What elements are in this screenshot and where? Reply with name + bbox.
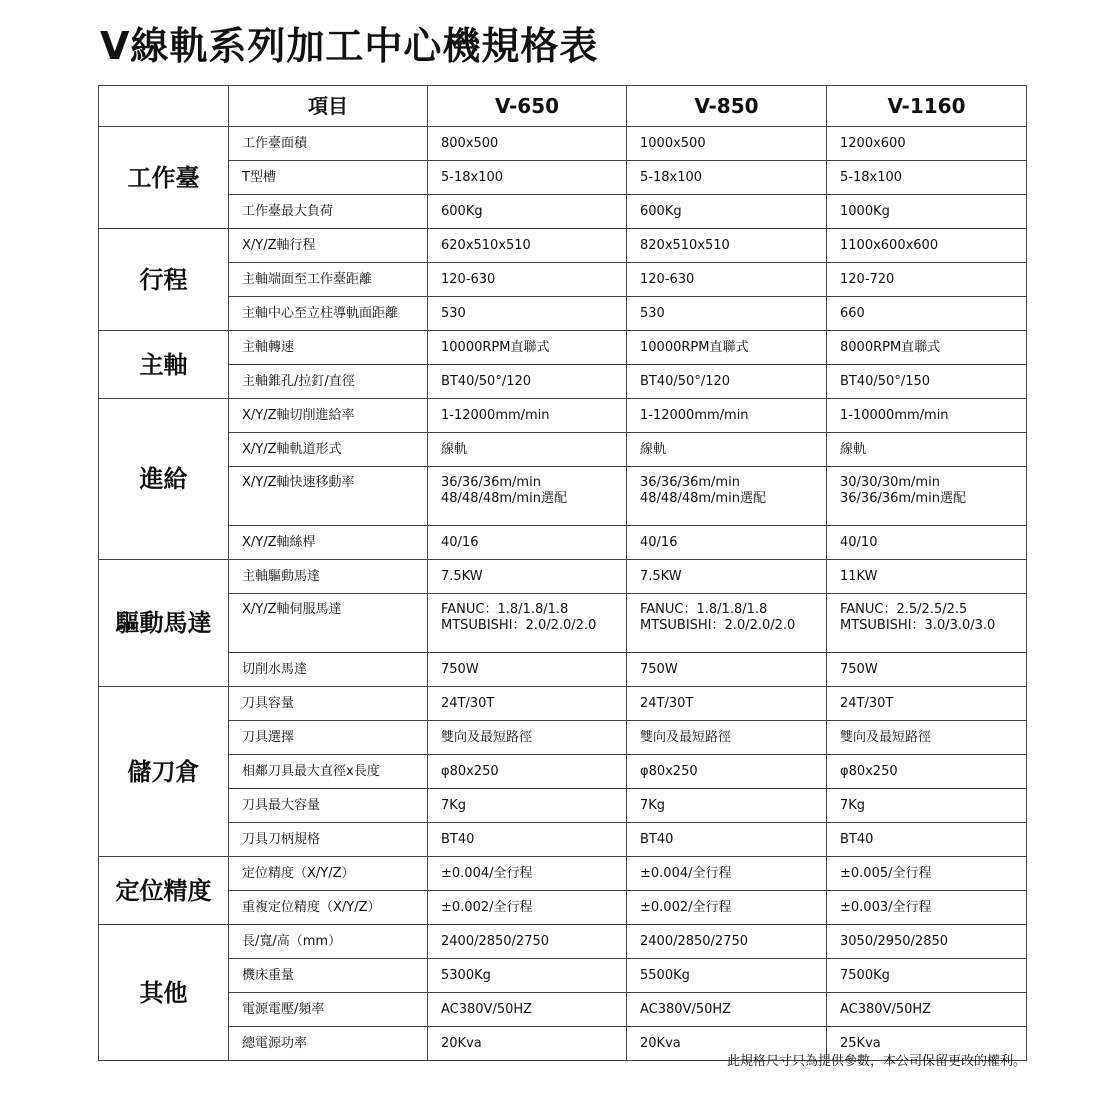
item-label-cell: X/Y/Z軸伺服馬達 bbox=[229, 594, 428, 653]
value-cell: 40/16 bbox=[627, 526, 827, 560]
value-cell: 750W bbox=[827, 653, 1027, 687]
table-row bbox=[99, 925, 1027, 959]
item-label-cell: 主軸中心至立柱導軌面距離 bbox=[229, 297, 428, 331]
value-cell: 40/16 bbox=[428, 526, 627, 560]
value-line: 36/36/36m/min bbox=[640, 475, 740, 490]
value-cell: 7Kg bbox=[428, 789, 627, 823]
value-cell: 750W bbox=[627, 653, 827, 687]
value-cell: 24T/30T bbox=[627, 687, 827, 721]
value-cell bbox=[827, 467, 1027, 526]
value-cell: BT40 bbox=[428, 823, 627, 857]
value-cell: φ80x250 bbox=[627, 755, 827, 789]
item-label-cell: 刀具容量 bbox=[229, 687, 428, 721]
value-cell: 7Kg bbox=[627, 789, 827, 823]
value-cell: 8000RPM直聯式 bbox=[827, 331, 1027, 365]
value-cell: φ80x250 bbox=[428, 755, 627, 789]
value-cell: 2400/2850/2750 bbox=[428, 925, 627, 959]
value-cell: 120-720 bbox=[827, 263, 1027, 297]
table-row bbox=[99, 993, 1027, 1027]
table-row bbox=[99, 687, 1027, 721]
table-row bbox=[99, 195, 1027, 229]
item-label-cell: T型槽 bbox=[229, 161, 428, 195]
value-line: FANUC：2.5/2.5/2.5 bbox=[840, 602, 968, 617]
item-label-cell: X/Y/Z軸軌道形式 bbox=[229, 433, 428, 467]
value-cell: 3050/2950/2850 bbox=[827, 925, 1027, 959]
table-row bbox=[99, 433, 1027, 467]
table-row bbox=[99, 721, 1027, 755]
value-cell: 20Kva bbox=[627, 1027, 827, 1061]
value-cell: BT40/50°/120 bbox=[627, 365, 827, 399]
value-line: MTSUBISHI：3.0/3.0/3.0 bbox=[840, 618, 996, 633]
table-row bbox=[99, 594, 1027, 653]
table-row bbox=[99, 331, 1027, 365]
table-row bbox=[99, 959, 1027, 993]
value-cell: 1200x600 bbox=[827, 127, 1027, 161]
value-line: 30/30/30m/min bbox=[840, 475, 940, 490]
value-cell: 620x510x510 bbox=[428, 229, 627, 263]
table-row bbox=[99, 526, 1027, 560]
value-cell: 11KW bbox=[827, 560, 1027, 594]
item-label-cell: 工作臺最大負荷 bbox=[229, 195, 428, 229]
value-cell: 750W bbox=[428, 653, 627, 687]
value-cell: 820x510x510 bbox=[627, 229, 827, 263]
category-cell: 進給 bbox=[99, 399, 229, 560]
value-cell: 1-12000mm/min bbox=[428, 399, 627, 433]
table-row bbox=[99, 789, 1027, 823]
value-cell: 10000RPM直聯式 bbox=[428, 331, 627, 365]
value-cell: 7.5KW bbox=[627, 560, 827, 594]
value-line: 48/48/48m/min選配 bbox=[640, 491, 766, 506]
value-cell: 1000x500 bbox=[627, 127, 827, 161]
table-row bbox=[99, 229, 1027, 263]
item-label-cell: 主軸錐孔/拉釘/直徑 bbox=[229, 365, 428, 399]
value-cell: 530 bbox=[428, 297, 627, 331]
value-cell bbox=[428, 467, 627, 526]
value-cell: AC380V/50HZ bbox=[827, 993, 1027, 1027]
value-cell: 7.5KW bbox=[428, 560, 627, 594]
value-line: 36/36/36m/min bbox=[441, 475, 541, 490]
value-line: FANUC：1.8/1.8/1.8 bbox=[441, 602, 569, 617]
value-line: MTSUBISHI：2.0/2.0/2.0 bbox=[640, 618, 796, 633]
value-cell: 5-18x100 bbox=[827, 161, 1027, 195]
table-row bbox=[99, 365, 1027, 399]
category-cell: 驅動馬達 bbox=[99, 560, 229, 687]
table-row bbox=[99, 755, 1027, 789]
value-cell: 24T/30T bbox=[428, 687, 627, 721]
value-cell: 1000Kg bbox=[827, 195, 1027, 229]
item-label-cell: 電源電壓/頻率 bbox=[229, 993, 428, 1027]
item-label-cell: 主軸驅動馬達 bbox=[229, 560, 428, 594]
table-row bbox=[99, 297, 1027, 331]
value-cell: 7Kg bbox=[827, 789, 1027, 823]
item-label-cell: 工作臺面積 bbox=[229, 127, 428, 161]
spec-table-body bbox=[99, 127, 1027, 1061]
table-row bbox=[99, 891, 1027, 925]
item-label-cell: 重複定位精度（X/Y/Z） bbox=[229, 891, 428, 925]
value-cell: 120-630 bbox=[428, 263, 627, 297]
value-cell: 600Kg bbox=[627, 195, 827, 229]
value-cell bbox=[428, 594, 627, 653]
value-line: MTSUBISHI：2.0/2.0/2.0 bbox=[441, 618, 597, 633]
table-row bbox=[99, 560, 1027, 594]
value-cell: 20Kva bbox=[428, 1027, 627, 1061]
value-cell bbox=[627, 594, 827, 653]
value-cell: ±0.003/全行程 bbox=[827, 891, 1027, 925]
item-label-cell: 定位精度（X/Y/Z） bbox=[229, 857, 428, 891]
table-row bbox=[99, 467, 1027, 526]
value-cell: 5-18x100 bbox=[428, 161, 627, 195]
value-cell: ±0.002/全行程 bbox=[428, 891, 627, 925]
item-label-cell: 機床重量 bbox=[229, 959, 428, 993]
item-label-cell: 相鄰刀具最大直徑x長度 bbox=[229, 755, 428, 789]
value-cell: 10000RPM直聯式 bbox=[627, 331, 827, 365]
value-cell: 800x500 bbox=[428, 127, 627, 161]
category-cell: 定位精度 bbox=[99, 857, 229, 925]
value-cell: 1-12000mm/min bbox=[627, 399, 827, 433]
table-row bbox=[99, 823, 1027, 857]
value-cell: BT40/50°/120 bbox=[428, 365, 627, 399]
value-cell: ±0.002/全行程 bbox=[627, 891, 827, 925]
page-title: V線軌系列加工中心機規格表 bbox=[100, 24, 599, 68]
value-cell: ±0.004/全行程 bbox=[627, 857, 827, 891]
header-model-v850: V-850 bbox=[627, 86, 827, 127]
table-row bbox=[99, 653, 1027, 687]
value-cell: BT40/50°/150 bbox=[827, 365, 1027, 399]
category-cell: 其他 bbox=[99, 925, 229, 1061]
value-cell: 線軌 bbox=[428, 433, 627, 467]
value-cell: 120-630 bbox=[627, 263, 827, 297]
value-cell: 雙向及最短路徑 bbox=[627, 721, 827, 755]
header-item: 項目 bbox=[229, 86, 428, 127]
value-cell: 530 bbox=[627, 297, 827, 331]
value-cell: ±0.004/全行程 bbox=[428, 857, 627, 891]
item-label-cell: X/Y/Z軸絲桿 bbox=[229, 526, 428, 560]
value-cell: BT40 bbox=[627, 823, 827, 857]
header-model-v1160: V-1160 bbox=[827, 86, 1027, 127]
item-label-cell: 刀具選擇 bbox=[229, 721, 428, 755]
footnote: 此規格尺寸只為提供參數，本公司保留更改的權利。 bbox=[726, 1054, 1026, 1069]
item-label-cell: 總電源功率 bbox=[229, 1027, 428, 1061]
item-label-cell: 切削水馬達 bbox=[229, 653, 428, 687]
value-cell: 600Kg bbox=[428, 195, 627, 229]
item-label-cell: 刀具最大容量 bbox=[229, 789, 428, 823]
category-cell: 行程 bbox=[99, 229, 229, 331]
value-cell: 雙向及最短路徑 bbox=[827, 721, 1027, 755]
item-label-cell: X/Y/Z軸快速移動率 bbox=[229, 467, 428, 526]
value-cell: 雙向及最短路徑 bbox=[428, 721, 627, 755]
value-cell: 線軌 bbox=[627, 433, 827, 467]
value-line: 48/48/48m/min選配 bbox=[441, 491, 567, 506]
item-label-cell: 刀具刀柄規格 bbox=[229, 823, 428, 857]
value-cell: 5500Kg bbox=[627, 959, 827, 993]
category-cell: 工作臺 bbox=[99, 127, 229, 229]
category-cell: 主軸 bbox=[99, 331, 229, 399]
header-row bbox=[99, 86, 1027, 127]
table-row bbox=[99, 399, 1027, 433]
value-cell: 660 bbox=[827, 297, 1027, 331]
value-cell: 1-10000mm/min bbox=[827, 399, 1027, 433]
value-cell bbox=[827, 594, 1027, 653]
table-row bbox=[99, 263, 1027, 297]
item-label-cell: 長/寬/高（mm） bbox=[229, 925, 428, 959]
item-label-cell: 主軸端面至工作臺距離 bbox=[229, 263, 428, 297]
item-label-cell: 主軸轉速 bbox=[229, 331, 428, 365]
value-cell: 2400/2850/2750 bbox=[627, 925, 827, 959]
header-blank-cell bbox=[99, 86, 229, 127]
value-cell: 24T/30T bbox=[827, 687, 1027, 721]
table-row bbox=[99, 127, 1027, 161]
value-cell: BT40 bbox=[827, 823, 1027, 857]
value-cell: φ80x250 bbox=[827, 755, 1027, 789]
table-row bbox=[99, 857, 1027, 891]
value-cell: 7500Kg bbox=[827, 959, 1027, 993]
value-cell: 1100x600x600 bbox=[827, 229, 1027, 263]
value-cell: 40/10 bbox=[827, 526, 1027, 560]
value-cell: 線軌 bbox=[827, 433, 1027, 467]
spec-table bbox=[98, 85, 1027, 1061]
category-cell: 儲刀倉 bbox=[99, 687, 229, 857]
item-label-cell: X/Y/Z軸行程 bbox=[229, 229, 428, 263]
value-cell: ±0.005/全行程 bbox=[827, 857, 1027, 891]
header-model-v650: V-650 bbox=[428, 86, 627, 127]
value-cell bbox=[627, 467, 827, 526]
item-label-cell: X/Y/Z軸切削進給率 bbox=[229, 399, 428, 433]
value-cell: AC380V/50HZ bbox=[428, 993, 627, 1027]
table-row bbox=[99, 161, 1027, 195]
value-cell: 5-18x100 bbox=[627, 161, 827, 195]
value-cell: 5300Kg bbox=[428, 959, 627, 993]
value-cell: AC380V/50HZ bbox=[627, 993, 827, 1027]
value-line: 36/36/36m/min選配 bbox=[840, 491, 966, 506]
value-cell: 25Kva bbox=[827, 1027, 1027, 1061]
value-line: FANUC：1.8/1.8/1.8 bbox=[640, 602, 768, 617]
